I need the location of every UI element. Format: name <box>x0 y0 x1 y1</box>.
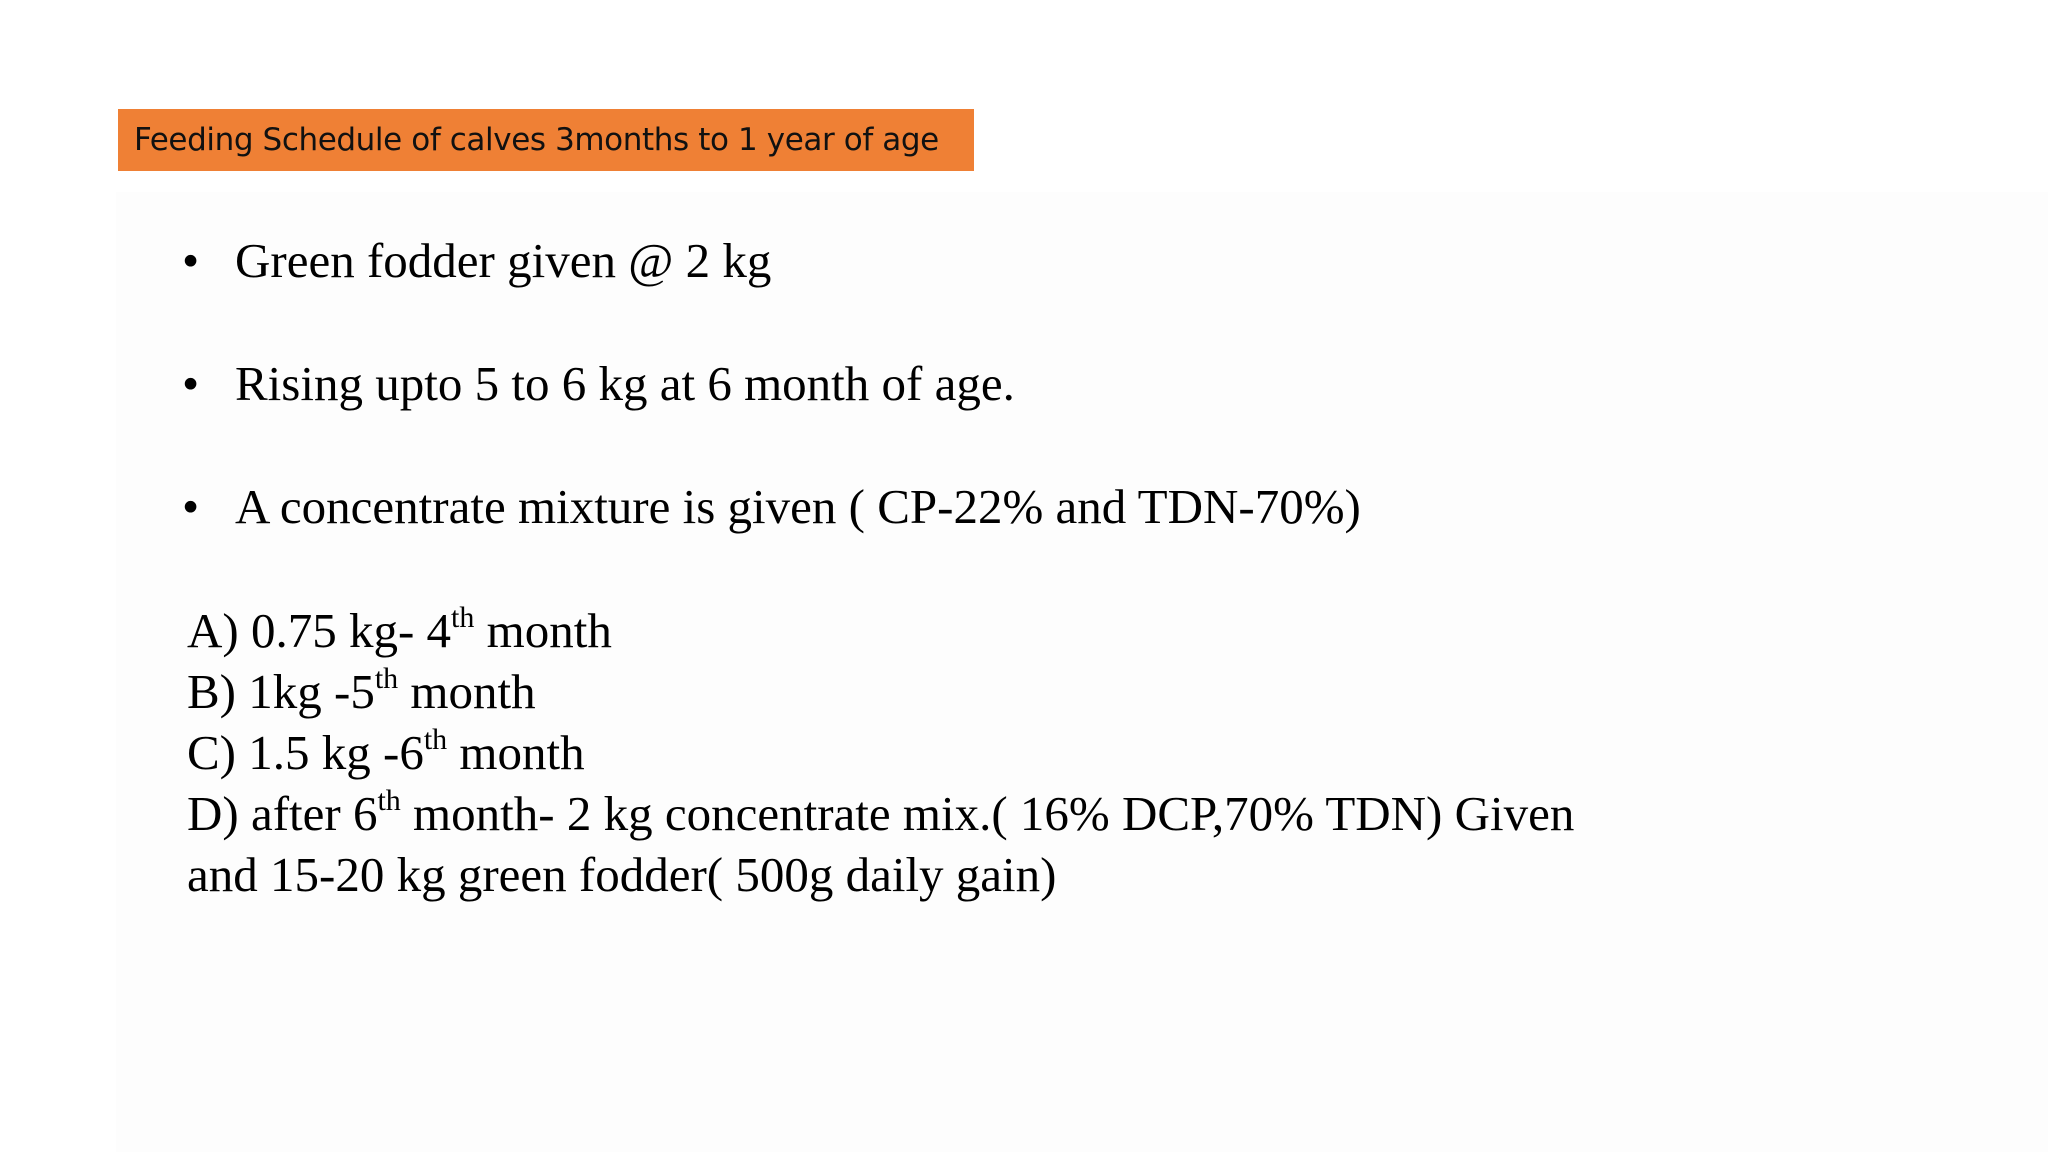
schedule-line-c <box>187 722 1574 783</box>
bullet-text: Green fodder given @ 2 kg <box>235 233 772 288</box>
schedule-line-a <box>187 600 1574 661</box>
title-box <box>118 109 974 171</box>
schedule-text: month <box>398 664 536 719</box>
concentrate-schedule <box>187 600 1574 905</box>
schedule-text: A) 0.75 kg- 4 <box>187 603 452 658</box>
bullet-text: Rising upto 5 to 6 kg at 6 month of age. <box>235 356 1015 411</box>
schedule-text: B) 1kg -5 <box>187 664 375 719</box>
ordinal-suffix: th <box>377 784 401 817</box>
schedule-text: month <box>447 725 585 780</box>
bullet-text: A concentrate mixture is given ( CP-22% and TDN-70%) <box>235 479 1361 534</box>
bullet-item-green-fodder <box>182 232 1361 355</box>
bullet-dot: • <box>182 233 200 288</box>
bullet-list <box>182 232 1361 601</box>
ordinal-suffix: th <box>374 662 399 695</box>
schedule-text: month <box>474 603 612 658</box>
schedule-text: month- 2 kg concentrate mix.( 16% DCP,70% TDN) Given <box>400 786 1575 841</box>
bullet-dot: • <box>182 479 200 534</box>
schedule-text: and 15-20 kg green fodder( 500g daily gain) <box>187 847 1057 902</box>
bullet-item-concentrate <box>182 478 1361 601</box>
slide-title: Feeding Schedule of calves 3months to 1 year of age <box>134 122 939 158</box>
ordinal-suffix: th <box>451 601 475 634</box>
bullet-item-rising <box>182 355 1361 478</box>
schedule-line-d-continued <box>187 844 1574 905</box>
bullet-dot: • <box>182 356 200 411</box>
schedule-line-b <box>187 661 1574 722</box>
schedule-line-d <box>187 783 1574 844</box>
schedule-text: D) after 6 <box>187 786 378 841</box>
ordinal-suffix: th <box>423 723 448 756</box>
schedule-text: C) 1.5 kg -6 <box>187 725 424 780</box>
